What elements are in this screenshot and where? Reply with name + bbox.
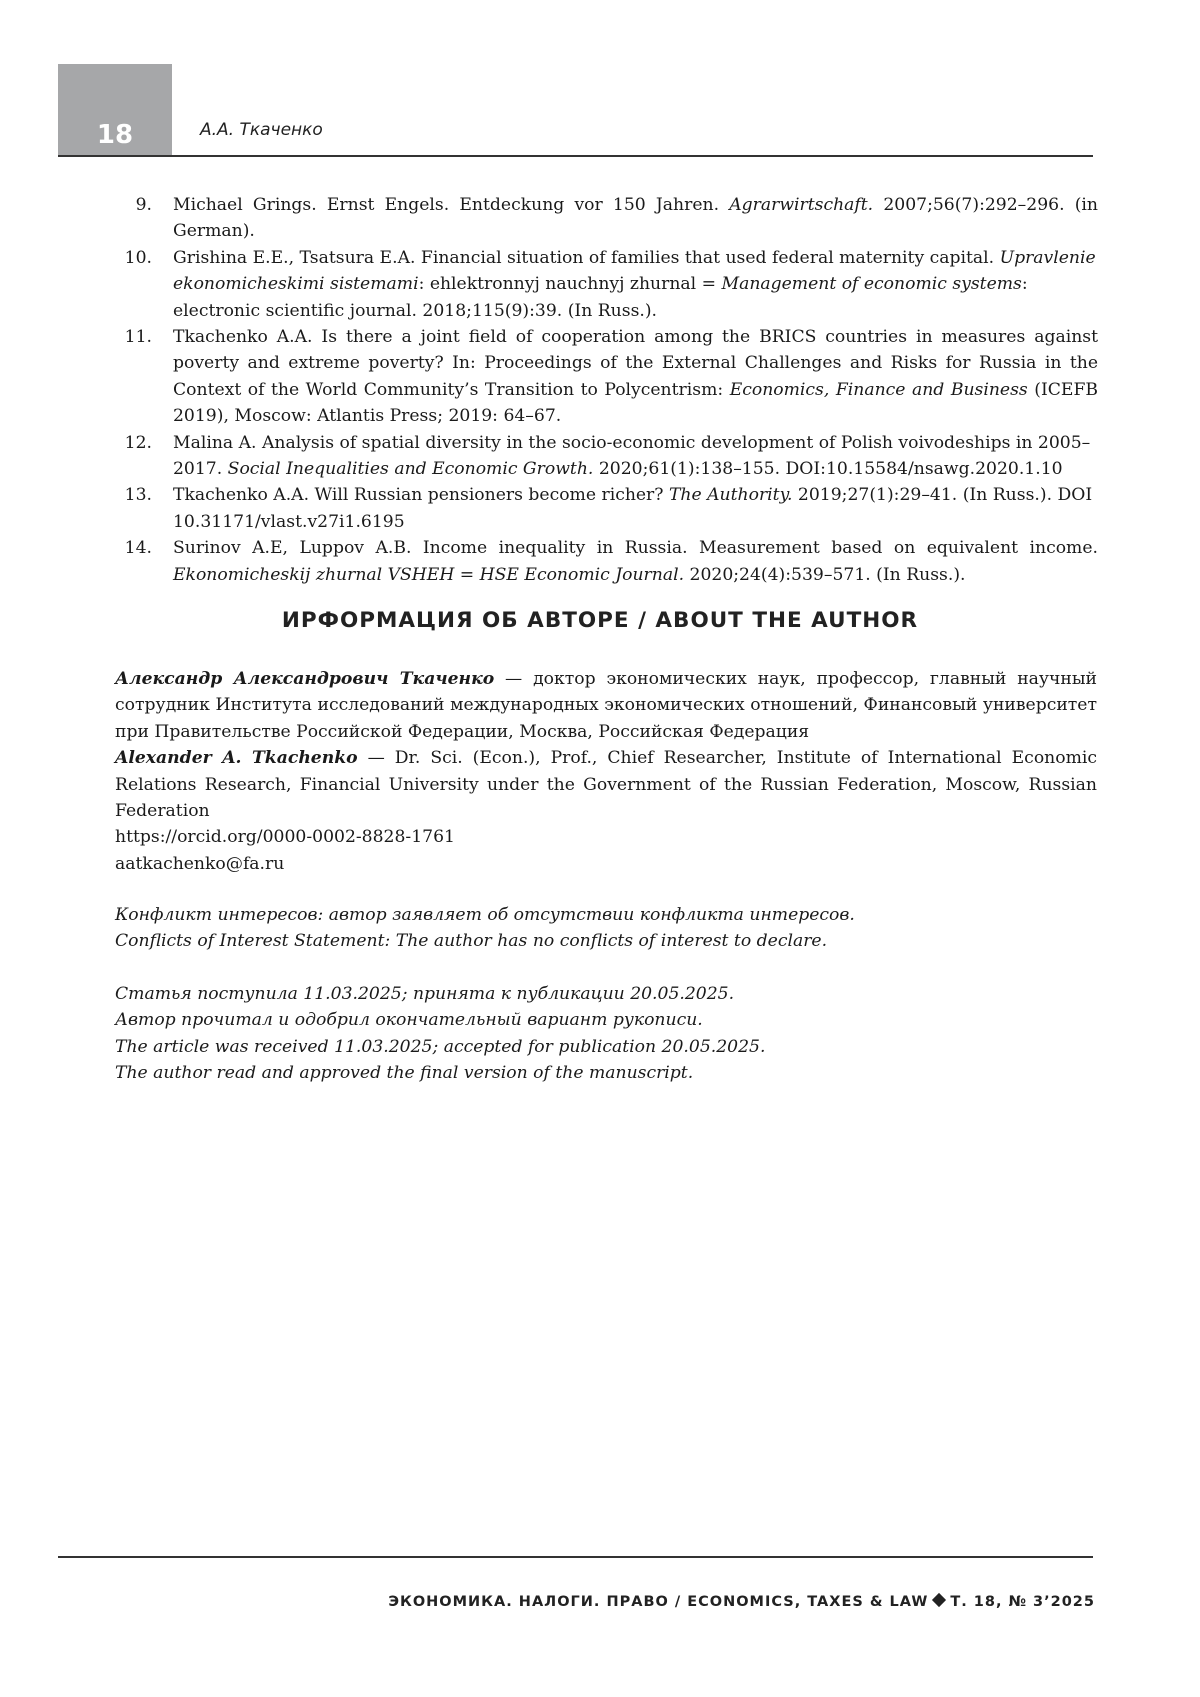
reference-fragment: Malina A. Analysis of spatial diversity in the socio-economic development of Polish voivodeships in 2005–2017. [173,432,1091,480]
author-name-en: Alexander A. Tkachenko [115,748,358,769]
reference-number: 10. [124,247,152,268]
reference-fragment: 2007;56(7):292–296. (in German). [173,195,1098,242]
reference-text [173,192,1098,245]
reference-text [173,245,1098,324]
conflict-statement-en: Conflicts of Interest Statement: The author has no conflicts of interest to declare. [115,931,828,952]
reference-number: 9. [135,195,152,215]
conflict-statement-ru: Конфликт интересов: автор заявляет об отсутствии конфликта интересов. [115,905,855,925]
page-number: 18 [96,120,134,150]
reference-source-title: Management of economic systems [721,274,1022,295]
running-head-author: А.А. Ткаченко [200,120,323,140]
approved-ru: Автор прочитал и одобрил окончательный вариант рукописи. [115,1010,703,1031]
reference-source-title: Social Inequalities and Economic Growth. [227,459,594,480]
reference-item [118,535,1098,588]
conflict-of-interest [115,902,1097,955]
reference-fragment: Tkachenko A.A. Will Russian pensioners become richer? [173,485,669,506]
received-ru: Статья поступила 11.03.2025; принята к публикации 20.05.2025. [115,984,735,1004]
reference-fragment: Michael Grings. Ernst Engels. Entdeckung vor 150 Jahren. [173,195,730,215]
reference-item [118,324,1098,430]
journal-issue: Т. 18, № 3’2025 [950,1594,1095,1610]
reference-list [118,192,1098,588]
article-history [115,981,1097,1087]
reference-fragment: 2020;61(1):138–155. DOI:10.15584/nsawg.2020.1.10 [593,459,1063,480]
reference-fragment: : electronic scientific journal. 2018;115(9):39. (In Russ.). [173,274,1028,321]
reference-number: 13. [124,485,152,506]
reference-fragment: Surinov A.E, Luppov A.B. Income inequality in Russia. Measurement based on equivalent income. [173,538,1098,559]
reference-number: 12. [124,432,152,453]
reference-text [173,324,1098,430]
reference-number: 11. [124,327,152,348]
journal-footer [388,1594,1095,1610]
reference-source-title: Economics, Finance and Business [729,379,1028,400]
about-author-heading: ИРФОРМАЦИЯ ОБ АВТОРЕ / ABOUT THE AUTHOR [281,608,919,633]
reference-number: 14. [124,538,152,559]
author-email-link[interactable]: aatkachenko@fa.ru [115,853,285,874]
author-description-en: — Dr. Sci. (Econ.), Prof., Chief Researcher, Institute of International Economic Relations Research, Financial University under the Government of the Russian Federation, Moscow, Russian Federation [115,748,1097,822]
diamond-icon [932,1593,946,1607]
reference-item [118,482,1098,535]
reference-source-title: Agrarwirtschaft. [729,195,874,215]
reference-fragment: 2020;24(4):539–571. (In Russ.). [684,564,966,585]
reference-fragment: : ehlektronnyj nauchnyj zhurnal = [418,274,722,295]
page-number-box [58,64,172,156]
reference-source-title: Upravlenie ekonomicheskimi sistemami [173,247,1096,295]
received-en: The article was received 11.03.2025; accepted for publication 20.05.2025. [115,1036,766,1057]
author-orcid-link[interactable]: https://orcid.org/0000-0002-8828-1761 [115,827,455,848]
author-info [115,666,1097,877]
header-rule [58,155,1093,157]
author-info-ru [115,666,1097,745]
reference-text [173,535,1098,588]
reference-source-title: Ekonomicheskij zhurnal VSHEH = HSE Economic Journal. [173,564,685,585]
footer-rule [58,1556,1093,1558]
reference-text [173,482,1098,535]
journal-title: ЭКОНОМИКА. НАЛОГИ. ПРАВО / ECONOMICS, TAXES & LAW [388,1594,929,1610]
reference-item [118,192,1098,245]
reference-item [118,430,1098,483]
reference-fragment: 2019;27(1):29–41. (In Russ.). DOI 10.31171/vlast.v27i1.6195 [173,485,1093,532]
reference-text [173,430,1098,483]
author-description-ru: — доктор экономических наук, профессор, главный научный сотрудник Института исследований международных экономических отношений, Финансовый университет при Правительстве Российской Федерации, Москва, Российская Федерация [115,669,1097,742]
reference-source-title: The Authority. [668,485,793,506]
author-name-ru: Александр Александрович Ткаченко [115,669,495,689]
reference-fragment: (ICEFB 2019), Moscow: Atlantis Press; 2019: 64–67. [173,379,1099,427]
reference-fragment: Tkachenko A.A. Is there a joint field of cooperation among the BRICS countries in measures against poverty and extreme poverty? In: Proceedings of the External Challenges and Risks for Russia in the Context of the World Community’s Transition to Polycentrism: [173,327,1098,400]
reference-fragment: Grishina E.E., Tsatsura E.A. Financial situation of families that used federal maternity capital. [173,247,1000,268]
author-info-en [115,745,1097,824]
approved-en: The author read and approved the final version of the manuscript. [115,1063,694,1084]
reference-item [118,245,1098,324]
